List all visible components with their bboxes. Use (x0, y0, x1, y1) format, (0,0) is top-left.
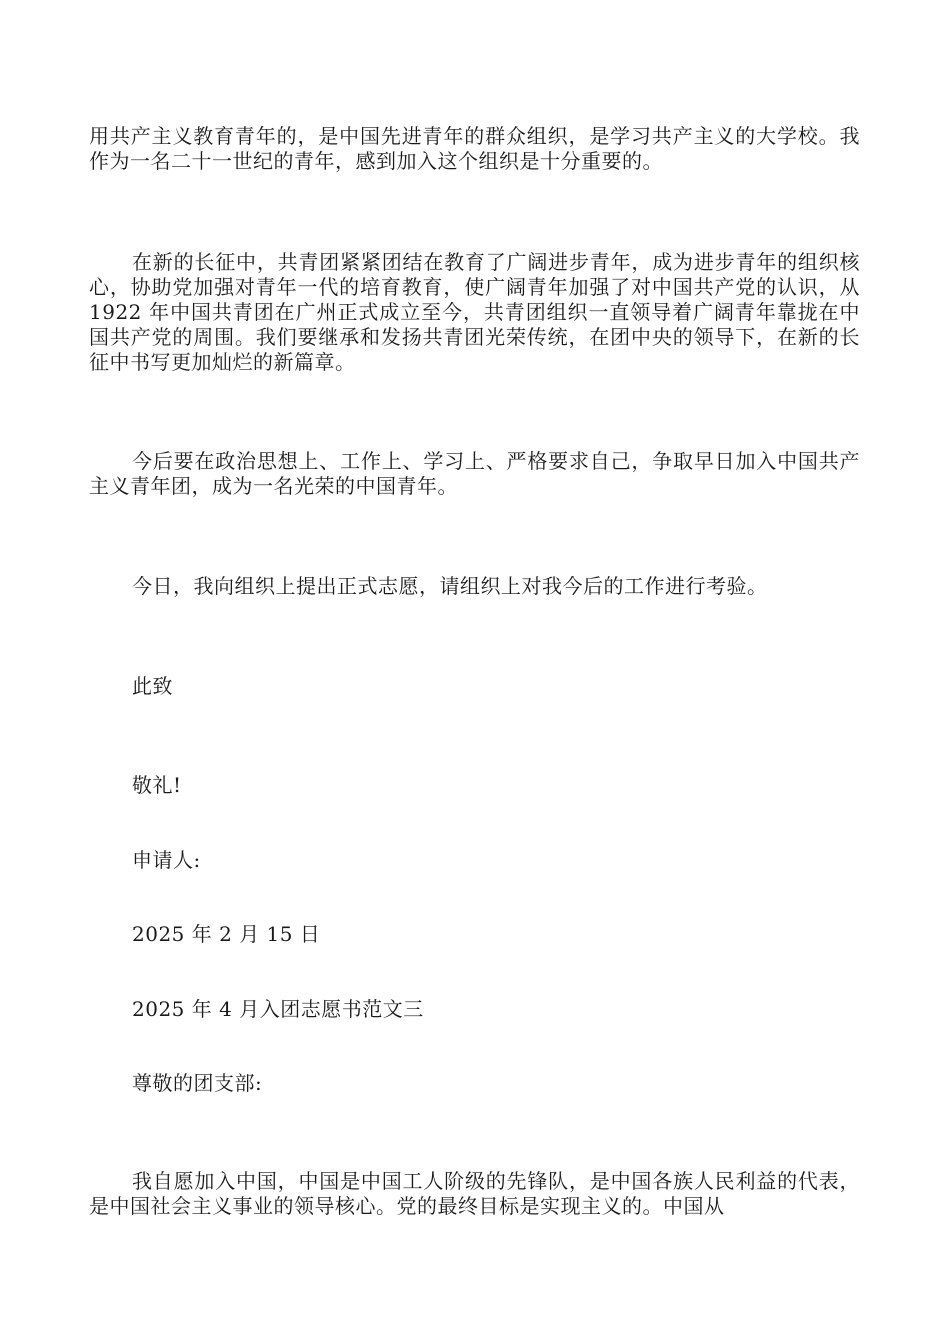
paragraph-final: 我自愿加入中国，中国是中国工人阶级的先锋队，是中国各族人民利益的代表，是中国社会主义事业的领导核心。党的最终目标是实现主义的。中国从 (89, 1169, 860, 1218)
closing-respect: 敬礼! (132, 773, 182, 797)
greeting-line: 尊敬的团支部: (132, 1071, 263, 1095)
paragraph-3: 今后要在政治思想上、工作上、学习上、严格要求自己，争取早日加入中国共产主义青年团，成为一名光荣的中国青年。 (89, 449, 860, 498)
date-line: 2025 年 2 月 15 日 (132, 922, 321, 946)
closing-salutation: 此致 (132, 674, 173, 698)
paragraph-4: 今日，我向组织上提出正式志愿，请组织上对我今后的工作进行考验。 (132, 574, 768, 598)
paragraph-2: 在新的长征中，共青团紧紧团结在教育了广阔进步青年，成为进步青年的组织核心，协助党加强对青年一代的培育教育，使广阔青年加强了对中国共产党的认识，从 1922 年中国共青团在广州正式成立至今，共青团组织一直领导着广阔青年靠拢在中国共产党的周围。我们要继承和发扬共青团光荣传统，在团中央的领导下，在新的长征中书写更加灿烂的新篇章。 (89, 250, 860, 374)
paragraph-1: 用共产主义教育青年的，是中国先进青年的群众组织，是学习共产主义的大学校。我作为一名二十一世纪的青年，感到加入这个组织是十分重要的。 (89, 124, 860, 173)
applicant-label: 申请人: (132, 848, 201, 872)
section-title: 2025 年 4 月入团志愿书范文三 (132, 997, 424, 1021)
